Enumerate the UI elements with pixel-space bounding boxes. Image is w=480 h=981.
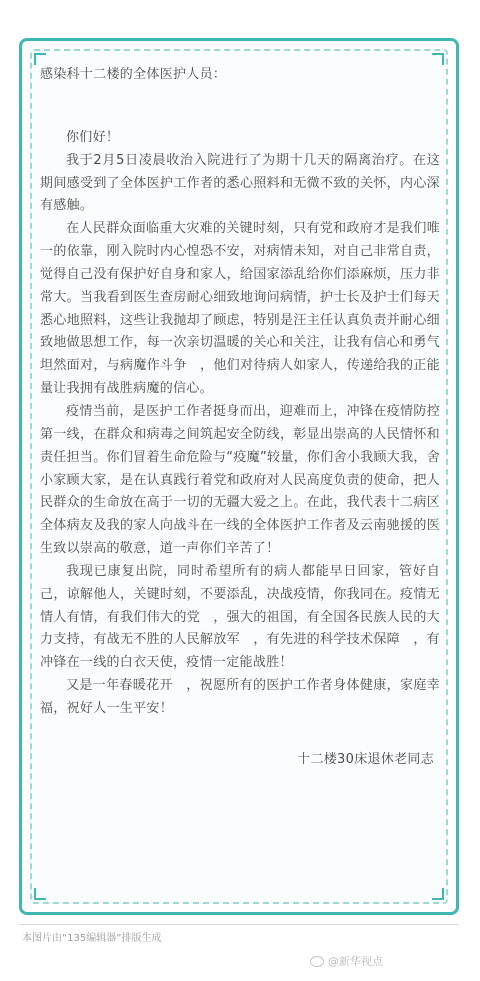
weibo-icon <box>310 956 324 967</box>
letter-paragraph: 我现已康复出院，同时希望所有的病人都能早日回家，管好自己，谅解他人，关键时刻，不要添乱，决战疫情，你我同在。疫情无情人有情，有我们伟大的党 ，强大的祖国，有全国各民族人民的大力支持，有战无不胜的人民解放军 ，有先进的科学技术保障 ，有冲锋在一线的白衣天使，疫情一定能战胜！ <box>40 563 440 671</box>
letter-greeting: 你们好！ <box>66 129 120 145</box>
letter-paragraph: 在人民群众面临重大灾难的关键时刻，只有党和政府才是我们唯一的依靠，刚入院时内心惶恐不安，对病情未知，对自己非常自责，觉得自己没有保护好自身和家人，给国家添乱给你们添麻烦，压力非常大。当我看到医生查房耐心细致地询问病情，护士长及护士们每天悉心地照料，这些让我抛却了顾虑，特别是汪主任认真负责并耐心细致地做思想工作，每一次亲切温暖的关心和关注，让我有信心和勇气坦然面对，与病魔作斗争 ，他们对待病人如家人，传递给我的正能量让我拥有战胜病魔的信心。 <box>40 221 440 397</box>
footer-divider <box>19 924 459 925</box>
editor-credit: 本图片由“135编辑器”排版生成 <box>22 933 162 944</box>
letter-paragraph: 疫情当前，是医护工作者挺身而出，迎难而上，冲锋在疫情防控第一线，在群众和病毒之间筑起安全防线，彰显出崇高的人民情怀和责任担当。你们冒着生命危险与“疫魔”较量，你们舍小我顾大我，舍小家顾大家，是在认真践行着党和政府对人民高度负责的使命，把人民群众的生命放在高于一切的无疆大爱之上。在此，我代表十二病区全体病友及我的家人向战斗在一线的全体医护工作者及云南驰援的医生致以崇高的敬意，道一声你们辛苦了！ <box>40 403 440 557</box>
frame-corner <box>432 888 444 900</box>
letter-salutation: 感染科十二楼的全体医护人员： <box>40 67 227 82</box>
watermark-text: @新华视点 <box>328 955 383 968</box>
letter-signature: 十二楼30床退休老同志 <box>297 751 434 767</box>
frame-corner <box>34 888 46 900</box>
letter-paragraph: 又是一年春暖花开 ，祝愿所有的医护工作者身体健康，家庭幸福，祝好人一生平安！ <box>40 678 440 716</box>
weibo-watermark <box>310 953 383 969</box>
letter-body <box>40 58 440 785</box>
letter-paragraph: 我于2月5日凌晨收治入院进行了为期十几天的隔离治疗。在这期间感受到了全体医护工作者的悉心照料和无微不致的关怀，内心深有感触。 <box>40 152 440 214</box>
